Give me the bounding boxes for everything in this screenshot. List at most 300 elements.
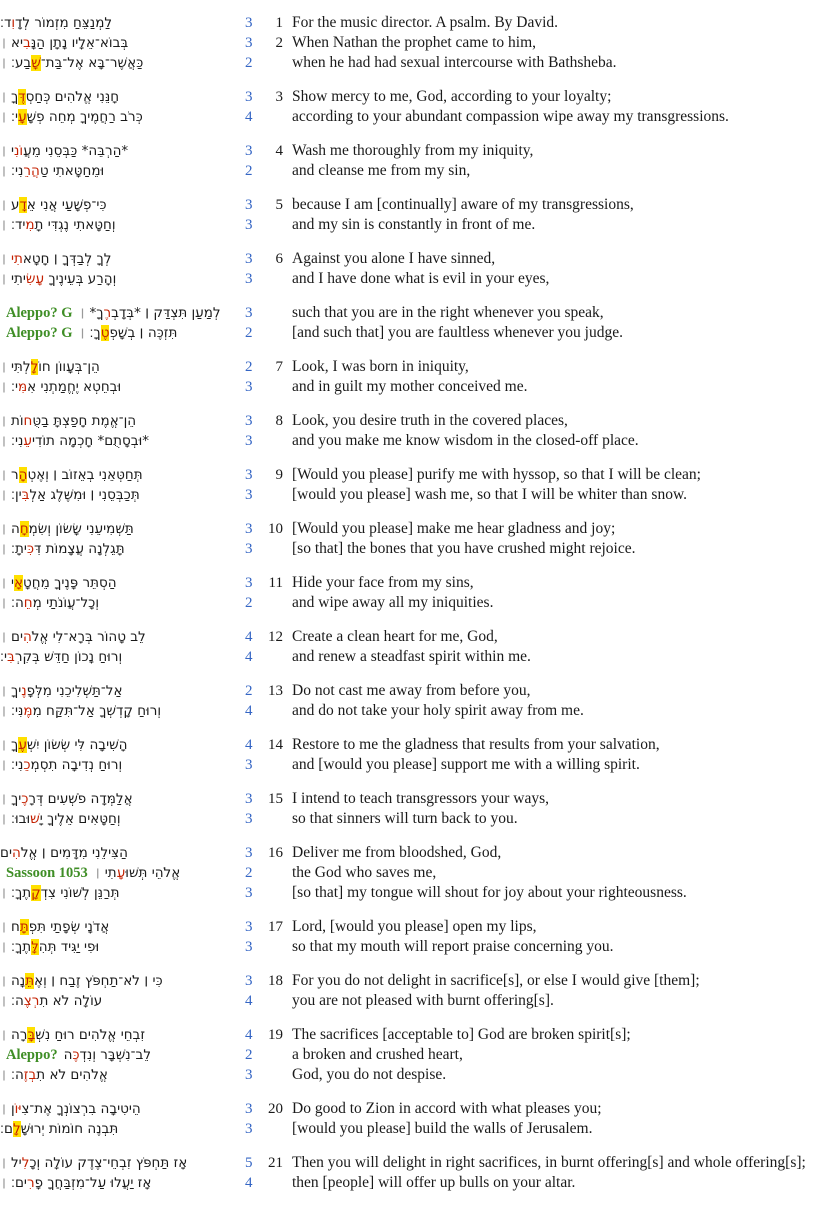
divider-bar: ׀ (2, 993, 6, 1009)
hebrew-run: יתָ׃ (10, 541, 27, 557)
hebrew-run: ר (10, 467, 19, 483)
highlighted-syllable: חָ (19, 521, 29, 537)
prosodic-count: 3 (245, 305, 253, 321)
verse-group (0, 1154, 825, 1194)
divider-bar: ׀ (2, 35, 6, 51)
english-text: I intend to teach transgressors your ways, (292, 790, 549, 807)
highlighted-syllable: טֶ (100, 325, 110, 341)
hebrew-run: וֹת (10, 413, 24, 429)
divider-bar: ׀ (2, 55, 6, 71)
prosodic-count: 3 (245, 1101, 253, 1117)
prosodic-count: 3 (245, 467, 253, 483)
hebrew-run: ד׃ (0, 15, 12, 31)
prosodic-count: 3 (245, 791, 253, 807)
hebrew-text (0, 865, 238, 882)
divider-bar: ׀ (2, 143, 6, 159)
hebrew-text (0, 325, 238, 342)
verse-line (0, 1174, 825, 1194)
manuscript-label: Aleppo? G (6, 305, 73, 321)
verse-line (0, 216, 825, 236)
verse-line (0, 520, 825, 540)
hebrew-run: יא (10, 35, 24, 51)
verse-number: 1 (275, 15, 283, 31)
divider-bar: ׀ (2, 885, 6, 901)
stressed-syllable: כִּ (26, 541, 34, 557)
hebrew-text (0, 217, 238, 233)
prosodic-count: 3 (245, 15, 253, 31)
verse-line (0, 972, 825, 992)
english-text: Look, I was born in iniquity, (292, 358, 469, 375)
hebrew-run: *וּבְסָתֻם* חָכְמָה תוֹדִי (31, 433, 150, 449)
hebrew-run: יתִי (10, 271, 26, 287)
hebrew-run: ים׃ (10, 1175, 27, 1191)
stressed-syllable: בִ (23, 35, 31, 51)
divider-bar: ׀ (2, 1067, 6, 1083)
hebrew-run: וְכָל־עֲוֺנֹתַי מְ (32, 595, 100, 611)
hebrew-run: לְתִּי (10, 359, 31, 375)
divider-bar: ׀ (2, 89, 6, 105)
hebrew-run: הֵן־בְּעָווֹן חוֹ (38, 359, 100, 375)
hebrew-run: ם׃ (0, 1121, 13, 1137)
manuscript-label: Sassoon 1053 (6, 865, 88, 881)
hebrew-run: ח (10, 919, 20, 935)
hebrew-run: כִּי־פְשָׁעַי אֲנִי אֵ (26, 197, 107, 213)
verse-line (0, 648, 825, 668)
verse-line (0, 810, 825, 830)
divider-bar: ׀ (2, 271, 6, 287)
english-text: so that my mouth will report praise concerning you. (292, 938, 614, 955)
stressed-syllable: יּוֹ (14, 1101, 22, 1117)
hebrew-run: י׃ (10, 379, 18, 395)
highlighted-syllable: אָ (14, 575, 24, 591)
stressed-syllable: עָ (116, 865, 126, 881)
english-text: so that sinners will turn back to you. (292, 810, 518, 827)
english-text: and do not take your holy spirit away from me. (292, 702, 584, 719)
prosodic-count: 3 (245, 811, 253, 827)
hebrew-run: רָה (10, 1027, 28, 1043)
highlighted-syllable: דָ (19, 197, 27, 213)
verse-line (0, 1100, 825, 1120)
verse-group (0, 1100, 825, 1140)
prosodic-count: 2 (245, 325, 253, 341)
verse-group (0, 574, 825, 614)
hebrew-run: תִי (104, 865, 117, 881)
prosodic-count: 3 (245, 939, 253, 955)
hebrew-run: אֱלֹהִים לֹא תִ (36, 1067, 108, 1083)
prosodic-count: 3 (245, 413, 253, 429)
hebrew-text (0, 1121, 238, 1137)
hebrew-text (0, 1027, 238, 1043)
english-text: [Would you please] purify me with hyssop, so that I will be clean; (292, 466, 701, 483)
hebrew-run: אֲלַמְּדָה פֹשְׁעִים דְּרָ (28, 791, 133, 807)
hebrew-text (0, 487, 238, 503)
hebrew-text (0, 683, 238, 699)
hebrew-text (0, 595, 238, 611)
hebrew-run: וְחַטָּאִים אֵלֶיךָ יָ (39, 811, 121, 827)
verse-number: 17 (268, 919, 283, 935)
verse-group (0, 1026, 825, 1086)
hebrew-text (0, 379, 238, 395)
hebrew-run: וּבוּ׃ (10, 811, 31, 827)
prosodic-count: 4 (245, 629, 253, 645)
prosodic-count: 2 (245, 55, 253, 71)
divider-bar: ׀ (2, 251, 6, 267)
hebrew-run: ךָ (10, 89, 19, 105)
divider-bar: ׀ (2, 197, 6, 213)
verse-line (0, 918, 825, 938)
verse-number: 5 (275, 197, 283, 213)
hebrew-run: יךָ (10, 683, 22, 699)
hebrew-run: י׃ (10, 109, 18, 125)
hebrew-text (0, 1175, 238, 1191)
hebrew-text (0, 359, 238, 375)
divider-bar: ׀ (80, 305, 85, 321)
hebrew-run: הַסְתֵּר פָּנֶיךָ מֵחֲטָ (23, 575, 117, 591)
english-text: Deliver me from bloodshed, God, (292, 844, 502, 861)
hebrew-run: *הַרְבֵּה* כַּבְּסֵנִי מֵעֲ (23, 143, 129, 159)
prosodic-count: 3 (245, 575, 253, 591)
verse-group (0, 736, 825, 776)
prosodic-count: 3 (245, 845, 253, 861)
divider-bar: ׀ (2, 109, 6, 125)
divider-bar: ׀ (2, 359, 6, 375)
stressed-syllable: בִּ (7, 649, 15, 665)
english-text: according to your abundant compassion wipe away my transgressions. (292, 108, 729, 125)
hebrew-run: בְּבוֹא־אֵלָיו נָתָן הַנָּ (30, 35, 129, 51)
hebrew-run: וְרוּחַ נְדִיבָה תִסְמְ (30, 757, 123, 773)
hebrew-run: ה׃ (10, 1067, 24, 1083)
highlighted-syllable: תָּ (19, 919, 29, 935)
stressed-syllable: בִּ (21, 487, 30, 503)
hebrew-run: בַע׃ (10, 55, 32, 71)
verse-group (0, 14, 825, 74)
hebrew-run: ה (10, 521, 20, 537)
hebrew-run: ע (10, 197, 20, 213)
hebrew-run: נִי׃ (10, 433, 24, 449)
hebrew-run: יל (10, 1155, 22, 1171)
divider-bar: ׀ (2, 541, 6, 557)
hebrew-text (0, 1067, 238, 1083)
verse-group (0, 972, 825, 1012)
english-text: and cleanse me from my sin, (292, 162, 471, 179)
prosodic-count: 3 (245, 271, 253, 287)
hebrew-run: אַל־תַּשְׁלִיכֵנִי מִלְּפָ (26, 683, 123, 699)
prosodic-count: 4 (245, 737, 253, 753)
english-text: a broken and crushed heart, (292, 1046, 463, 1063)
hebrew-run: ים (10, 629, 23, 645)
hebrew-text (0, 973, 238, 989)
verse-line (0, 790, 825, 810)
verse-line (0, 108, 825, 128)
english-text: Then you will delight in right sacrifices, in burnt offering[s] and whole offering[s]; (292, 1154, 806, 1171)
highlighted-syllable: הָ (18, 467, 28, 483)
prosodic-count: 4 (245, 649, 253, 665)
hebrew-run: נִּי׃ (10, 703, 24, 719)
highlighted-syllable: לָ (30, 359, 39, 375)
verse-line (0, 938, 825, 958)
divider-bar: ׀ (2, 433, 6, 449)
hebrew-run: ה (63, 1047, 73, 1063)
hebrew-run: אָז תַּחְפֹּץ זִבְחֵי־צֶדֶק עוֹלָה וְכָ (29, 1155, 188, 1171)
prosodic-count: 2 (245, 865, 253, 881)
verse-group (0, 250, 825, 290)
verse-group (0, 918, 825, 958)
hebrew-run: י (10, 143, 15, 159)
verse-line (0, 34, 825, 54)
divider-bar: ׀ (2, 1027, 6, 1043)
hebrew-run: יד׃ (10, 217, 26, 233)
prosodic-count: 2 (245, 683, 253, 699)
highlighted-syllable: שָׁ (31, 55, 41, 71)
hebrew-text (0, 143, 238, 159)
verse-line (0, 54, 825, 74)
english-text: [would you please] wash me, so that I will be whiter than snow. (292, 486, 688, 503)
verse-line (0, 540, 825, 560)
divider-bar: ׀ (80, 325, 85, 341)
verse-line (0, 1046, 825, 1066)
divider-bar: ׀ (2, 919, 6, 935)
prosodic-count: 2 (245, 595, 253, 611)
stressed-syllable: רְצֶ (23, 993, 40, 1009)
hebrew-text (0, 703, 238, 719)
english-text: For you do not delight in sacrifice[s], or else I would give [them]; (292, 972, 700, 989)
hebrew-run: ה׃ (10, 993, 24, 1009)
verse-number: 19 (268, 1027, 283, 1043)
prosodic-count: 2 (245, 163, 253, 179)
english-text: Against you alone I have sinned, (292, 250, 496, 267)
hebrew-text (0, 55, 238, 71)
divider-bar: ׀ (2, 467, 6, 483)
verse-line (0, 574, 825, 594)
english-text: Do not cast me away from before you, (292, 682, 531, 699)
verse-number: 6 (275, 251, 283, 267)
divider-bar: ׀ (2, 737, 6, 753)
stressed-syllable: מִּ (18, 379, 28, 395)
verse-line (0, 270, 825, 290)
hebrew-run: חָנֵּנִי אֱלֹהִים כְּחַסְ (25, 89, 120, 105)
english-text: and renew a steadfast spirit within me. (292, 648, 531, 665)
hebrew-text (0, 305, 238, 322)
divider-bar: ׀ (2, 163, 6, 179)
hebrew-run: יךָ (10, 791, 22, 807)
stressed-syllable: כֶּ (72, 1047, 80, 1063)
hebrew-run: וְהָרַע בְּעֵינֶיךָ (44, 271, 117, 287)
hebrew-text (0, 939, 238, 955)
verse-line (0, 884, 825, 904)
stressed-syllable: עָשִׂ (25, 271, 45, 287)
stressed-syllable: מִ (25, 217, 35, 233)
english-text: Create a clean heart for me, God, (292, 628, 498, 645)
prosodic-count: 3 (245, 89, 253, 105)
verse-group (0, 196, 825, 236)
hebrew-text (0, 1101, 238, 1117)
english-text: and [would you please] support me with a willing spirit. (292, 756, 640, 773)
divider-bar: ׀ (95, 865, 100, 881)
english-text: and I have done what is evil in your eyes, (292, 270, 550, 287)
verse-number: 2 (275, 35, 283, 51)
hebrew-run: וּפִי יַגִּיד תְּהִ (38, 939, 100, 955)
prosodic-count: 2 (245, 359, 253, 375)
verse-line (0, 992, 825, 1012)
hebrew-text (0, 413, 238, 429)
hebrew-text (0, 811, 238, 827)
english-text: Hide your face from my sins, (292, 574, 474, 591)
english-text: Restore to me the gladness that results from your salvation, (292, 736, 660, 753)
verse-rows (0, 14, 825, 1194)
verse-line (0, 358, 825, 378)
divider-bar: ׀ (2, 217, 6, 233)
highlighted-syllable: קָ (31, 885, 41, 901)
hebrew-run: לְמַעַן תִּצְדַּק ׀ *בְּדָבְ (111, 305, 221, 321)
verse-line (0, 304, 825, 324)
hebrew-run: תְּכַבְּסֵנִי ׀ וּמִשֶּׁלֶג אַלְ (29, 487, 140, 503)
prosodic-count: 3 (245, 973, 253, 989)
prosodic-count: 3 (245, 919, 253, 935)
hebrew-text (0, 163, 238, 179)
verse-group (0, 628, 825, 668)
divider-bar: ׀ (2, 791, 6, 807)
verse-number: 11 (268, 575, 283, 591)
verse-number: 12 (268, 629, 283, 645)
hebrew-text (0, 649, 238, 665)
hebrew-run: אֲדֹנָי שְׂפָתַי תִּפְ (28, 919, 110, 935)
verse-number: 9 (275, 467, 283, 483)
hebrew-run: תַּשְׁמִיעֵנִי שָׂשׂוֹן וְשִׂמְ (28, 521, 134, 537)
hebrew-run: וְרוּחַ נָכוֹן חַדֵּשׁ בְּקִרְ (14, 649, 123, 665)
hebrew-run: ה׃ (10, 595, 24, 611)
verse-group (0, 682, 825, 722)
verse-number: 21 (268, 1155, 283, 1171)
hebrew-run: לַמְנַצֵּחַ מִזְמוֹר לְדָ (15, 15, 113, 31)
hebrew-text (0, 251, 238, 267)
hebrew-run: תֶךָ׃ (10, 885, 32, 901)
verse-group (0, 304, 825, 344)
highlighted-syllable: לָ (12, 1121, 21, 1137)
hebrew-run: תָּגֵלְנָה עֲצָמוֹת דִּ (34, 541, 125, 557)
prosodic-count: 3 (245, 1067, 253, 1083)
stressed-syllable: שׁ (30, 811, 40, 827)
hebrew-text (0, 109, 238, 125)
highlighted-syllable: בָּ (27, 1027, 36, 1043)
verse-line (0, 736, 825, 756)
hebrew-text (0, 197, 238, 213)
hebrew-run: הָשִׁיבָה לִּי שְׂשׂוֹן יִשְׁ (26, 737, 128, 753)
verse-number: 14 (268, 737, 283, 753)
hebrew-run: ךָ׃ (89, 325, 101, 341)
divider-bar: ׀ (2, 379, 6, 395)
verse-line (0, 682, 825, 702)
english-text: Show mercy to me, God, according to your loyalty; (292, 88, 612, 105)
prosodic-count: 3 (245, 379, 253, 395)
stressed-syllable: רִ (26, 1175, 35, 1191)
stressed-syllable: הֲרֵ (23, 163, 40, 179)
verse-number: 20 (268, 1101, 283, 1117)
prosodic-count: 4 (245, 1175, 253, 1191)
verse-line (0, 1154, 825, 1174)
hebrew-run: נִי׃ (10, 163, 24, 179)
divider-bar: ׀ (2, 629, 6, 645)
stressed-syllable: בְזֶ (23, 1067, 37, 1083)
divider-bar: ׀ (2, 1155, 6, 1171)
verse-line (0, 378, 825, 398)
prosodic-count: 3 (245, 1121, 253, 1137)
prosodic-count: 3 (245, 757, 253, 773)
english-text: Do good to Zion in accord with what pleases you; (292, 1100, 602, 1117)
prosodic-count: 3 (245, 521, 253, 537)
verse-number: 7 (275, 359, 283, 375)
english-text: Look, you desire truth in the covered places, (292, 412, 568, 429)
verse-line (0, 324, 825, 344)
hebrew-text (0, 575, 238, 591)
hebrew-run: כִּי ׀ לֹא־תַחְפֹּץ זֶבַח ׀ וְאֶ (34, 973, 163, 989)
verse-line (0, 1026, 825, 1046)
hebrew-run: זִבְחֵי אֱלֹהִים רוּחַ נִשְׁ (35, 1027, 146, 1043)
hebrew-run: תִּזְכֶּה ׀ בְשָׁפְ (109, 325, 178, 341)
highlighted-syllable: עָ (18, 109, 27, 125)
verse-group (0, 412, 825, 452)
verse-number: 16 (268, 845, 283, 861)
english-text: When Nathan the prophet came to him, (292, 34, 537, 51)
prosodic-count: 3 (245, 143, 253, 159)
hebrew-run: אֱלֹהֵי תְּשׁוּ (125, 865, 181, 881)
divider-bar: ׀ (2, 1101, 6, 1117)
prosodic-count: 4 (245, 109, 253, 125)
divider-bar: ׀ (2, 939, 6, 955)
verse-group (0, 466, 825, 506)
divider-bar: ׀ (2, 521, 6, 537)
divider-bar: ׀ (2, 811, 6, 827)
hebrew-run: י (10, 575, 15, 591)
english-text: [and such that] you are faultless whenever you judge. (292, 324, 623, 341)
hebrew-run: ךָ (10, 737, 19, 753)
hebrew-run: ךָ* (89, 305, 104, 321)
prosodic-count: 3 (245, 251, 253, 267)
hebrew-run: לְךָ לְבַדְּךָ ׀ חָטָא (22, 251, 112, 267)
divider-bar: ׀ (2, 413, 6, 429)
divider-bar: ׀ (2, 1175, 6, 1191)
verse-number: 18 (268, 973, 283, 989)
hebrew-text (0, 845, 238, 861)
english-text: and wipe away all my iniquities. (292, 594, 494, 611)
english-text: [so that] my tongue will shout for joy about your righteousness. (292, 884, 687, 901)
verse-line (0, 250, 825, 270)
verse-line (0, 486, 825, 506)
english-text: The sacrifices [acceptable to] God are broken spirit[s]; (292, 1026, 631, 1043)
hebrew-run: ים (0, 845, 12, 861)
stressed-syllable: מֶּ (23, 703, 33, 719)
hebrew-run: תְּחַטְּאֵנִי בְאֵזוֹב ׀ וְאֶטְ (27, 467, 143, 483)
verse-line (0, 844, 825, 864)
hebrew-text (0, 521, 238, 537)
hebrew-text (0, 791, 238, 807)
verse-number: 3 (275, 89, 283, 105)
hebrew-run: לֵב טָהוֹר בְּרָא־לִי אֱלֹ (31, 629, 146, 645)
prosodic-count: 3 (245, 217, 253, 233)
stressed-syllable: ח (23, 413, 33, 429)
verse-line (0, 594, 825, 614)
divider-bar: ׀ (2, 973, 6, 989)
english-text: and my sin is constantly in front of me. (292, 216, 536, 233)
verse-number: 8 (275, 413, 283, 429)
prosodic-count: 4 (245, 703, 253, 719)
hebrew-run: הֵן־אֱמֶת חָפַצְתָּ בַטֻּ (32, 413, 137, 429)
hebrew-text (0, 993, 238, 1009)
verse-line (0, 628, 825, 648)
hebrew-text (0, 885, 238, 901)
divider-bar: ׀ (2, 683, 6, 699)
hebrew-run: וּמֵחַטָּאתִי טַ (39, 163, 105, 179)
stressed-syllable: וִ (11, 15, 16, 31)
